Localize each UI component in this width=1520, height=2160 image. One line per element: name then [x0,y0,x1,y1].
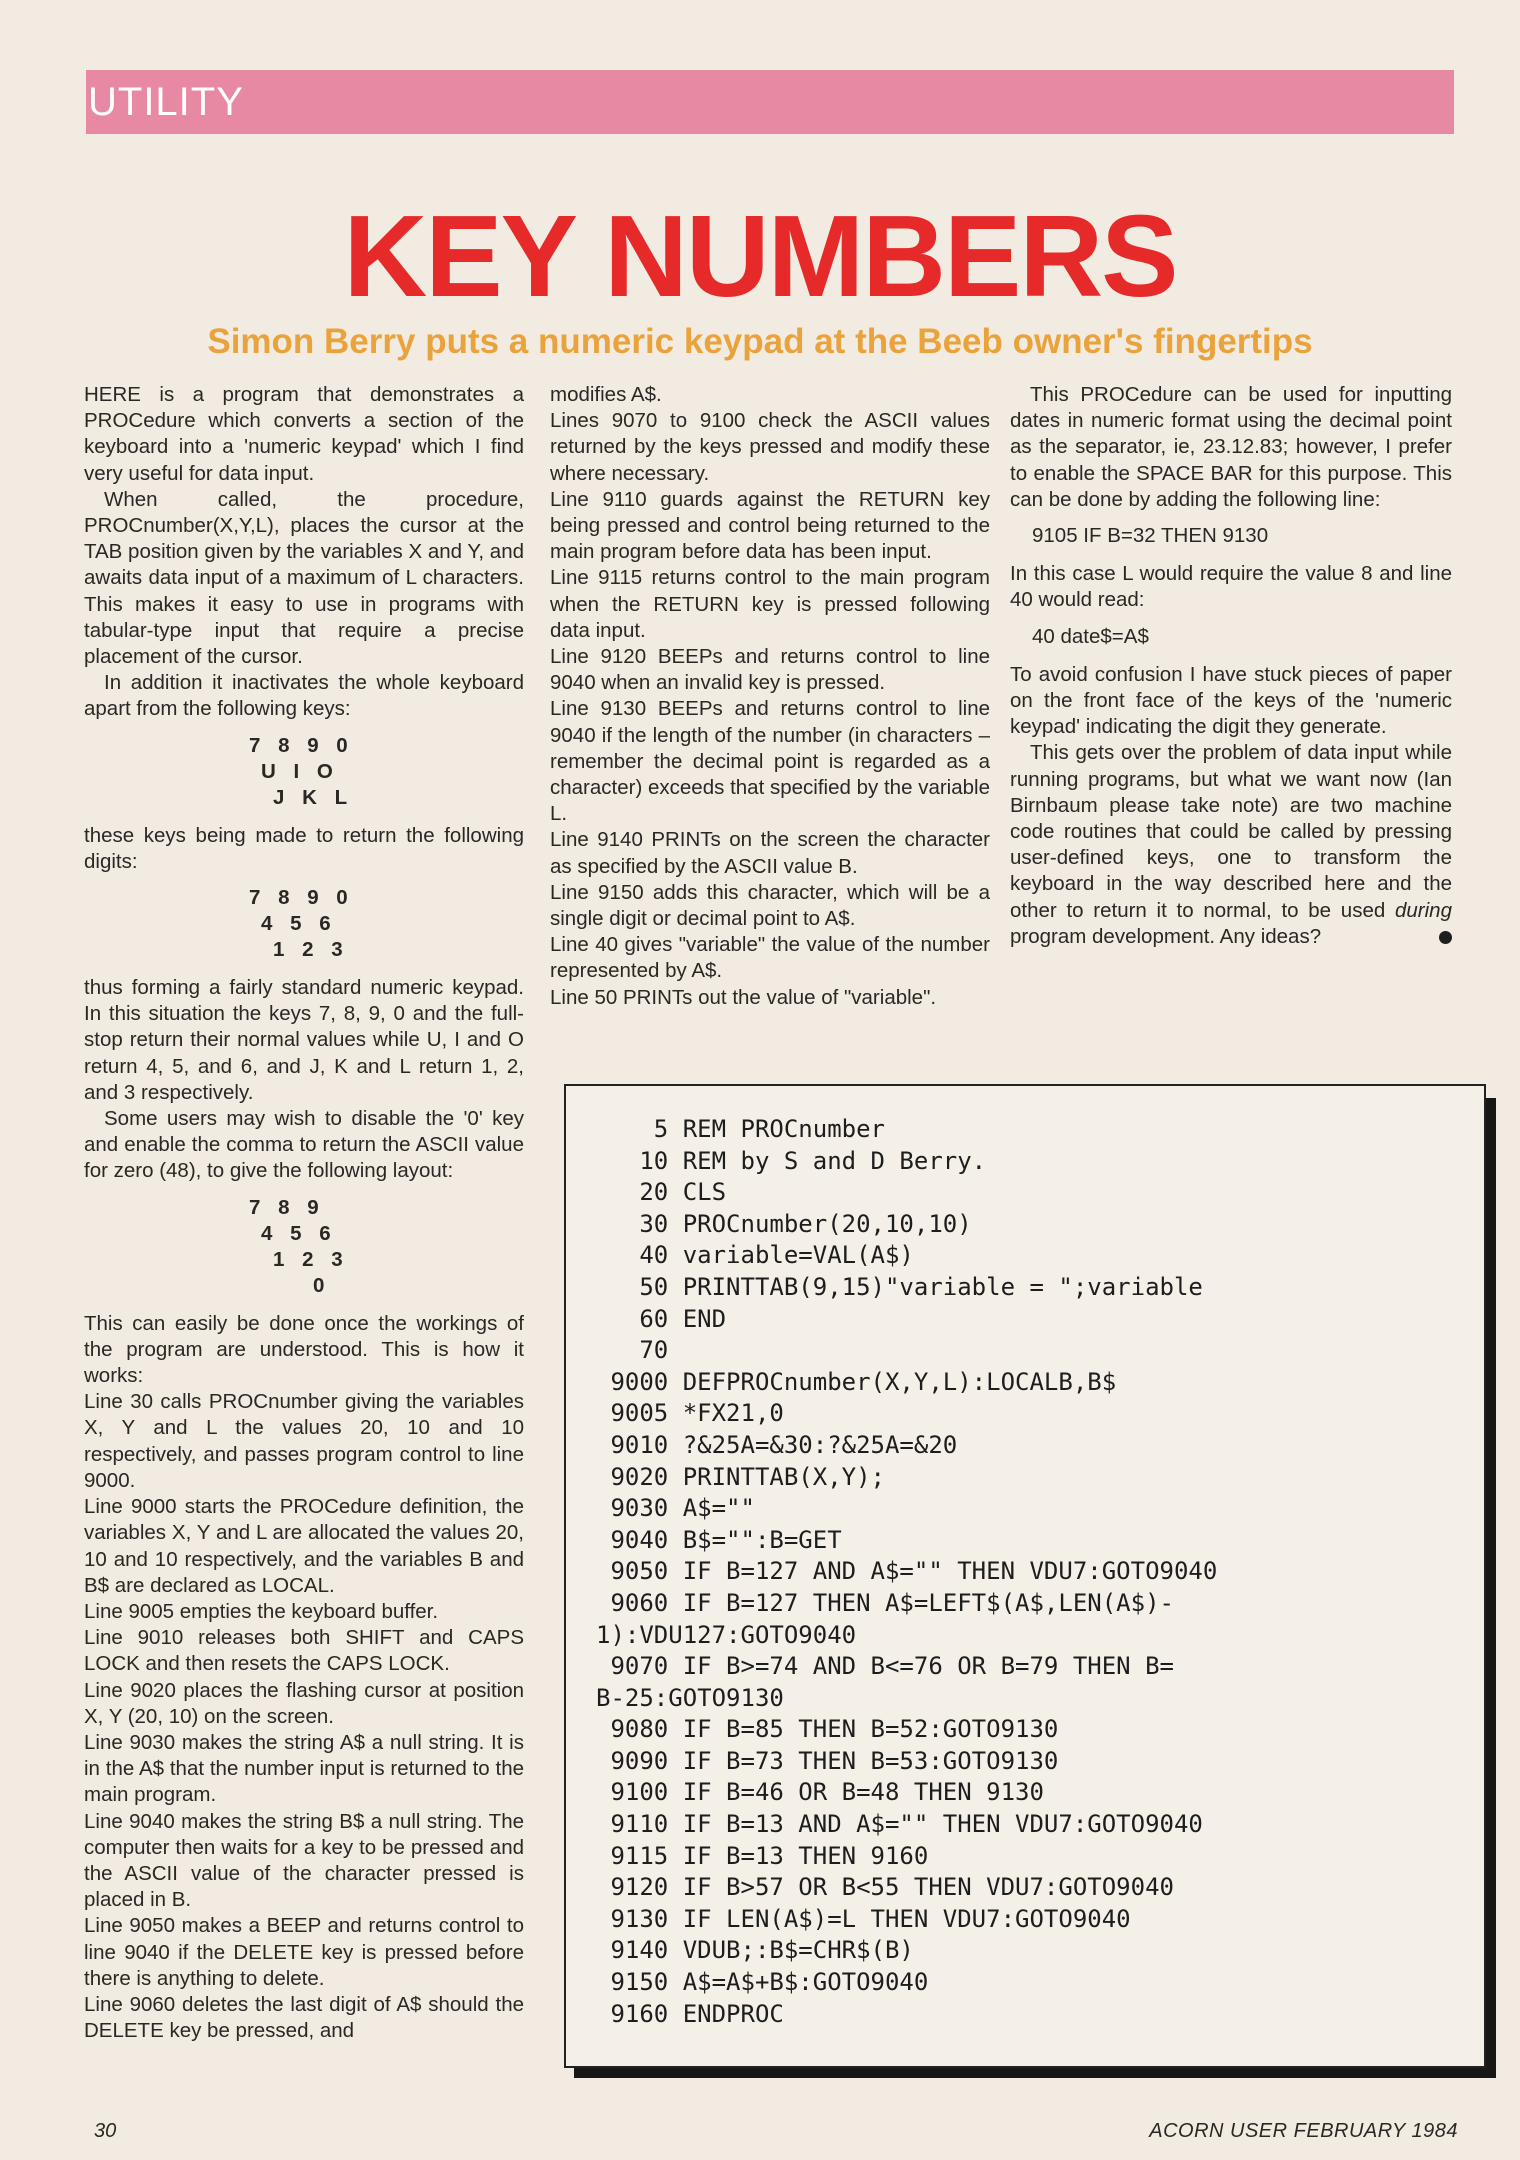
paragraph-text: program development. Any ideas? [1010,924,1322,948]
magazine-footer: ACORN USER FEBRUARY 1984 [1149,2120,1458,2142]
program-listing [564,1084,1486,2068]
paragraph: This PROCedure can be used for inputting dates in numeric format using the decimal point as the separator, ie, 23.12.83; however, I prefer to enable the SPACE BAR for this purpose. This can be done by adding the following line: [1010,383,1452,511]
key-row: 7 8 9 [249,1195,325,1219]
column-2 [550,382,990,1011]
emphasis: during [1395,898,1452,922]
paragraph: Line 40 gives "variable" the value of the number represented by A$. [550,933,990,983]
paragraph: Lines 9070 to 9100 check the ASCII values returned by the keys pressed and modify these where necessary. [550,409,990,485]
paragraph [1010,740,1452,950]
key-row: 4 5 6 [261,1221,337,1245]
paragraph-text: This gets over the problem of data input while running programs, but what we want now (Ian Birnbaum please take note) are two machine code routines that could be called by pressing user-defined keys, one to transform the keyboard in the way described here and the other to return it to normal, to be used [1010,741,1452,922]
listing-code: 5 REM PROCnumber 10 REM by S and D Berry. 20 CLS 30 PROCnumber(20,10,10) 40 variable=VAL(A$) 50 PRINTTAB(9,15)"variable = ";variable 60 END 70 9000 DEFPROCnumber(X,Y,L):LOCALB,B$ 9005 *FX21,0 9010 ?&25A=&30:?&25A=&20 9020 PRINTTAB(X,Y); 9030 A$="" 9040 B$="":B=GET 9050 IF B=127 AND A$="" THEN VDU7:GOTO9040 9060 IF B=127 THEN A$=LEFT$(A$,LEN(A$)- 1):VDU127:GOTO9040 9070 IF B>=74 AND B<=76 OR B=79 THEN B= B-25:GOTO9130 9080 IF B=85 THEN B=52:GOTO9130 9090 IF B=73 THEN B=53:GOTO9130 9100 IF B=46 OR B=48 THEN 9130 9110 IF B=13 AND A$="" THEN VDU7:GOTO9040 9115 IF B=13 THEN 9160 9120 IF B>57 OR B<55 THEN VDU7:GOTO9040 9130 IF LEN(A$)=L THEN VDU7:GOTO9040 9140 VDUB;:B$=CHR$(B) 9150 A$=A$+B$:GOTO9040 9160 ENDPROC [596,1115,1218,2028]
paragraph: Line 9110 guards against the RETURN key being pressed and control being returned to the main program before data has been input. [550,487,990,564]
column-1 [84,382,524,2044]
key-row: 7 8 9 0 [249,733,354,757]
key-row: J K L [273,785,354,809]
paragraph: Line 9005 empties the keyboard buffer. [84,1599,439,1623]
key-layout-3 [84,1195,524,1299]
paragraph: To avoid confusion I have stuck pieces of paper on the front face of the keys of the 'numeric keypad' indicating the digit they generate. [1010,662,1452,739]
paragraph: Line 9140 PRINTs on the screen the character as specified by the ASCII value B. [550,828,990,878]
key-layout-2 [84,885,524,963]
headline: KEY NUMBERS [343,191,1177,321]
section-label: UTILITY [88,80,244,124]
paragraph: Line 9030 makes the string A$ a null string. It is in the A$ that the number input is returned to the main program. [84,1730,524,1807]
paragraph: Line 9040 makes the string B$ a null string. The computer then waits for a key to be pressed and the ASCII value of the character pressed is placed in B. [84,1809,524,1912]
paragraph: Line 30 calls PROCnumber giving the variables X, Y and L the values 20, 10 and 10 respectively, and passes program control to line 9000. [84,1390,524,1492]
paragraph: these keys being made to return the following digits: [84,823,524,873]
paragraph: Line 9050 makes a BEEP and returns control to line 9040 if the DELETE key is pressed before there is anything to delete. [84,1914,524,1990]
key-row: 1 2 3 [273,938,349,962]
column-3 [1010,382,1452,950]
paragraph: Line 50 PRINTs out the value of "variable". [550,985,937,1009]
paragraph: HERE is a program that demonstrates a PROCedure which converts a section of the keyboard into a 'numeric keypad' which I find very useful for data input. [84,383,524,485]
paragraph: Line 9120 BEEPs and returns control to line 9040 when an invalid key is pressed. [550,645,990,695]
standfirst: Simon Berry puts a numeric keypad at the Beeb owner's fingertips [207,322,1313,361]
code-line: 9105 IF B=32 THEN 9130 [1032,524,1269,548]
paragraph: Some users may wish to disable the '0' key and enable the comma to return the ASCII value for zero (48), to give the following layout: [84,1107,524,1183]
paragraph: Line 9020 places the flashing cursor at position X, Y (20, 10) on the screen. [84,1678,524,1728]
section-banner [86,70,1454,134]
paragraph: Line 9130 BEEPs and returns control to line 9040 if the length of the number (in characters – remember the decimal point is regarded as a character) exceeds that specified by the variable L. [550,697,990,826]
key-row: 1 2 3 [273,1247,349,1271]
paragraph: In addition it inactivates the whole keyboard apart from the following keys: [84,671,524,721]
paragraph: In this case L would require the value 8 and line 40 would read: [1010,562,1452,612]
key-row: 0 [313,1273,331,1297]
key-layout-1 [84,733,524,811]
paragraph: This can easily be done once the workings of the program are understood. This is how it works: [84,1311,524,1388]
code-line: 40 date$=A$ [1032,624,1149,648]
paragraph: When called, the procedure, PROCnumber(X,Y,L), places the cursor at the TAB position given by the variables X and Y, and awaits data input of a maximum of L characters. This makes it easy to use in programs with tabular-type input that require a precise placement of the cursor. [84,487,524,669]
key-row: U I O [261,759,339,783]
paragraph: Line 9115 returns control to the main program when the RETURN key is pressed following data input. [550,566,990,642]
paragraph: Line 9010 releases both SHIFT and CAPS LOCK and then resets the CAPS LOCK. [84,1626,524,1676]
paragraph: thus forming a fairly standard numeric keypad. In this situation the keys 7, 8, 9, 0 and the full-stop return their normal values while U, I and O return 4, 5, and 6, and J, K and L return 1, 2, and 3 respectively. [84,976,524,1104]
page-number: 30 [94,2120,117,2142]
paragraph: Line 9150 adds this character, which will be a single digit or decimal point to A$. [550,880,990,931]
paragraph: Line 9000 starts the PROCedure definition, the variables X, Y and L are allocated the values 20, 10 and 10 respectively, and the variables B and B$ are declared as LOCAL. [84,1495,524,1597]
paragraph: Line 9060 deletes the last digit of A$ should the DELETE key be pressed, and [84,1992,524,2043]
key-row: 7 8 9 0 [249,886,354,910]
key-row: 4 5 6 [261,912,337,936]
paragraph: modifies A$. [550,383,662,406]
end-bullet-icon [1439,931,1452,944]
